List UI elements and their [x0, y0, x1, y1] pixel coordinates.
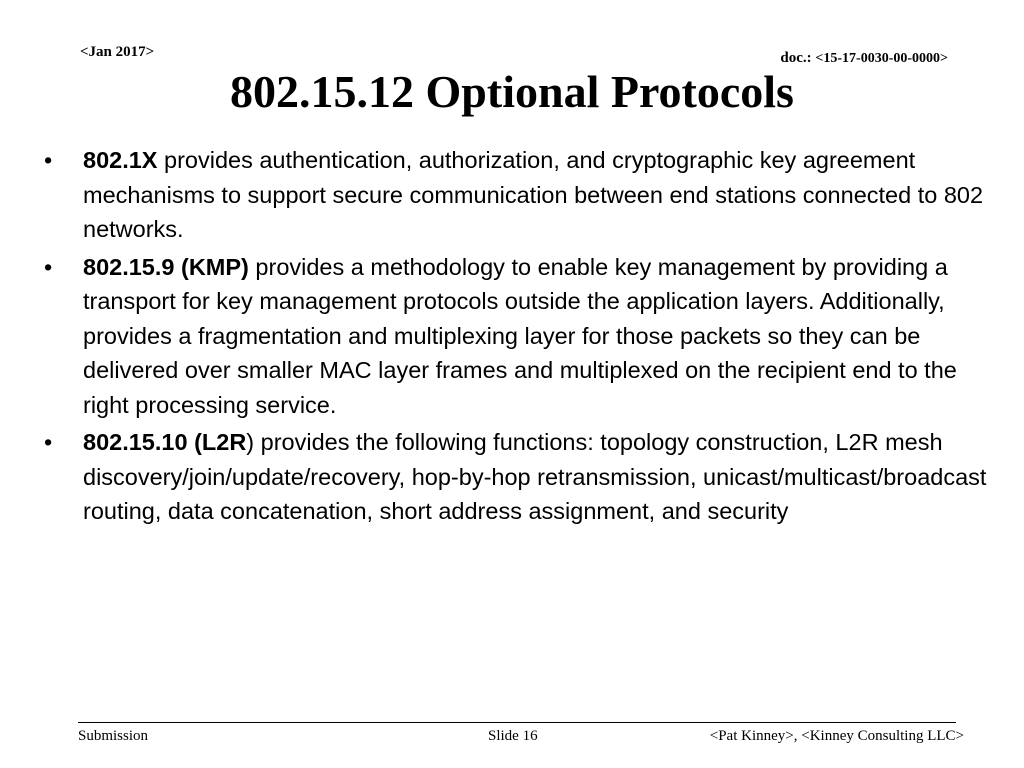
bullet-text: provides a methodology to enable key management by providing a transport for key management protocols outside the application layers. Additionally, provides a fragmentation and multiplexing layer for those packets so they can be delivered over smaller MAC layer frames and multiplexed on the recipient end to the right processing service. — [83, 253, 957, 418]
footer-divider — [78, 722, 956, 723]
header-doc-id — [780, 50, 948, 67]
bullet-term: 802.15.10 (L2R — [83, 429, 247, 455]
slide-title: 802.15.12 Optional Protocols — [230, 66, 794, 117]
bullet-item-kmp — [44, 250, 994, 423]
bullet-term: 802.1X — [83, 147, 158, 173]
footer-slide-number: Slide 16 — [488, 728, 538, 744]
bullet-list — [44, 143, 994, 532]
bullet-text: ) provides the following functions: topology construction, L2R mesh discovery/join/update/recovery, hop-by-hop retransmission, unicast/multicast/broadcast routing, data concatenation, short address assignment, and security — [83, 429, 987, 524]
bullet-marker: • — [44, 253, 53, 280]
bullet-item-l2r — [44, 425, 994, 529]
header-date: <Jan 2017> — [80, 44, 155, 60]
bullet-marker: • — [44, 147, 53, 173]
footer-submission: Submission — [78, 728, 149, 744]
bullet-item-8021x — [44, 143, 994, 247]
bullet-marker: • — [44, 429, 53, 455]
bullet-term: 802.15.9 (KMP) — [83, 253, 249, 280]
footer-author: <Pat Kinney>, <Kinney Consulting LLC> — [709, 728, 964, 744]
doc-number: <15-17-0030-00-0000> — [815, 51, 948, 66]
doc-label: doc.: — [780, 50, 816, 66]
bullet-text: provides authentication, authorization, and cryptographic key agreement mechanisms to support secure communication between end stations connected to 802 networks. — [83, 147, 984, 242]
